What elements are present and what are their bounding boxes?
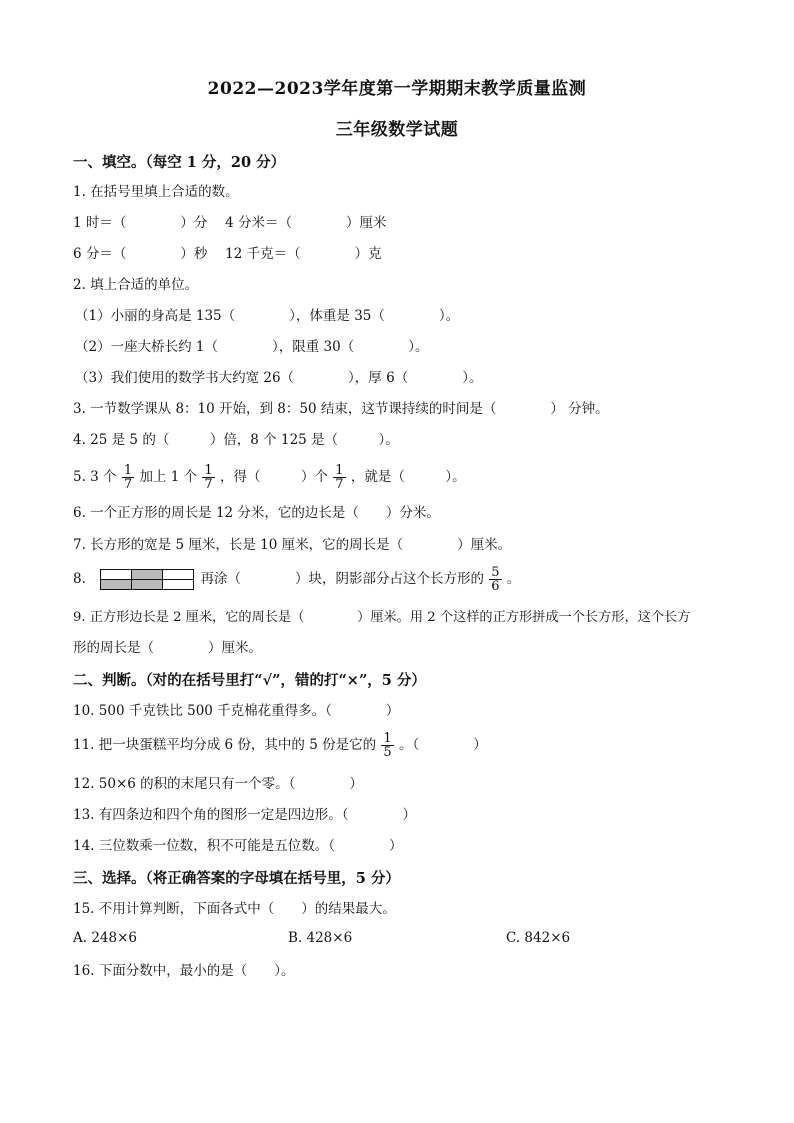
page-title: 2022—2023学年度第一学期期末教学质量监测 bbox=[207, 79, 587, 99]
fraction-denominator: 5 bbox=[383, 745, 392, 760]
question-4: 4. 25 是 5 的（ ）倍，8 个 125 是（ ）。 bbox=[73, 432, 399, 448]
q15-option-a: A. 248×6 bbox=[73, 930, 137, 946]
q15-option-c: C. 842×6 bbox=[506, 930, 571, 946]
section-heading-fill-blank: 一、填空。（每空 1 分，20 分） bbox=[73, 154, 286, 171]
question-15: 15. 不用计算判断，下面各式中（ ）的结果最大。 bbox=[73, 901, 396, 917]
question-13: 13. 有四条边和四个角的图形一定是四边形。（ ） bbox=[73, 807, 417, 823]
q8-label: 8. bbox=[73, 571, 86, 587]
q5-text-c: ，得（ ）个 bbox=[219, 469, 328, 485]
fraction-numerator: 1 bbox=[204, 463, 213, 478]
fraction-one-fifth bbox=[381, 732, 393, 759]
question-12: 12. 50×6 的积的末尾只有一个零。（ ） bbox=[73, 776, 363, 792]
question-7: 7. 长方形的宽是 5 厘米，长是 10 厘米，它的周长是（ ）厘米。 bbox=[73, 537, 512, 553]
fraction-denominator: 7 bbox=[204, 477, 213, 492]
q11-text-b: 。（ ） bbox=[398, 737, 487, 753]
question-9-line-1: 9. 正方形边长是 2 厘米，它的周长是（ ）厘米。用 2 个这样的正方形拼成一个长方形，这个长方 bbox=[73, 610, 691, 625]
grid-cell-shaded bbox=[132, 570, 163, 580]
fraction-one-seventh bbox=[333, 464, 345, 491]
rectangle-grid-figure bbox=[100, 569, 194, 590]
question-2: 2. 填上合适的单位。 bbox=[73, 277, 199, 293]
q5-text-a: 5. 3 个 bbox=[73, 469, 117, 485]
question-1-row-1: 1 时＝（ ）分 4 分米＝（ ）厘米 bbox=[73, 215, 387, 231]
question-2-part-2: （2）一座大桥长约 1（ ），限重 30（ ）。 bbox=[75, 339, 429, 355]
question-3: 3. 一节数学课从 8：10 开始，到 8：50 结束，这节课持续的时间是（ ） 分钟。 bbox=[73, 401, 609, 417]
fraction-one-seventh bbox=[122, 464, 134, 491]
question-6: 6. 一个正方形的周长是 12 分米，它的边长是（ ）分米。 bbox=[73, 505, 440, 521]
question-14: 14. 三位数乘一位数，积不可能是五位数。（ ） bbox=[73, 838, 403, 854]
q8-end: 。 bbox=[506, 571, 521, 587]
section-heading-multiple-choice: 三、选择。（将正确答案的字母填在括号里，5 分） bbox=[73, 870, 400, 887]
fraction-numerator: 1 bbox=[123, 463, 133, 478]
grid-cell bbox=[163, 580, 194, 590]
question-5 bbox=[73, 460, 466, 494]
question-1-row-2: 6 分＝（ ）秒 12 千克＝（ ）克 bbox=[73, 246, 382, 262]
question-9-line-2: 形的周长是（ ）厘米。 bbox=[73, 640, 262, 656]
question-1: 1. 在括号里填上合适的数。 bbox=[73, 184, 239, 200]
q8-text: 再涂（ ）块，阴影部分占这个长方形的 bbox=[200, 571, 484, 587]
fraction-five-sixths bbox=[489, 566, 501, 593]
page-subtitle: 三年级数学试题 bbox=[335, 120, 459, 140]
question-2-part-3: （3）我们使用的数学书大约宽 26（ ），厚 6（ ）。 bbox=[75, 370, 483, 386]
grid-cell bbox=[163, 570, 194, 580]
question-10: 10. 500 千克铁比 500 千克棉花重得多。（ ） bbox=[73, 703, 400, 719]
question-8 bbox=[73, 562, 520, 596]
fraction-numerator: 1 bbox=[383, 731, 392, 746]
grid-cell-shaded bbox=[132, 580, 163, 590]
q11-text-a: 11. 把一块蛋糕平均分成 6 份，其中的 5 份是它的 bbox=[73, 737, 377, 753]
question-16: 16. 下面分数中，最小的是（ ）。 bbox=[73, 963, 295, 979]
q15-option-b: B. 428×6 bbox=[288, 930, 353, 946]
fraction-denominator: 6 bbox=[491, 579, 500, 594]
question-11 bbox=[73, 728, 487, 762]
q5-text-d: ，就是（ ）。 bbox=[350, 469, 466, 485]
grid-cell bbox=[101, 570, 132, 580]
fraction-one-seventh bbox=[202, 464, 214, 491]
fraction-denominator: 7 bbox=[335, 477, 344, 492]
q5-text-b: 加上 1 个 bbox=[139, 469, 198, 485]
fraction-numerator: 5 bbox=[491, 565, 500, 580]
fraction-numerator: 1 bbox=[335, 463, 344, 478]
section-heading-true-false: 二、判断。（对的在括号里打“√”，错的打“×”，5 分） bbox=[73, 672, 426, 689]
grid-cell-shaded bbox=[101, 580, 132, 590]
fraction-denominator: 7 bbox=[123, 477, 133, 492]
question-2-part-1: （1）小丽的身高是 135（ ），体重是 35（ ）。 bbox=[75, 308, 460, 324]
